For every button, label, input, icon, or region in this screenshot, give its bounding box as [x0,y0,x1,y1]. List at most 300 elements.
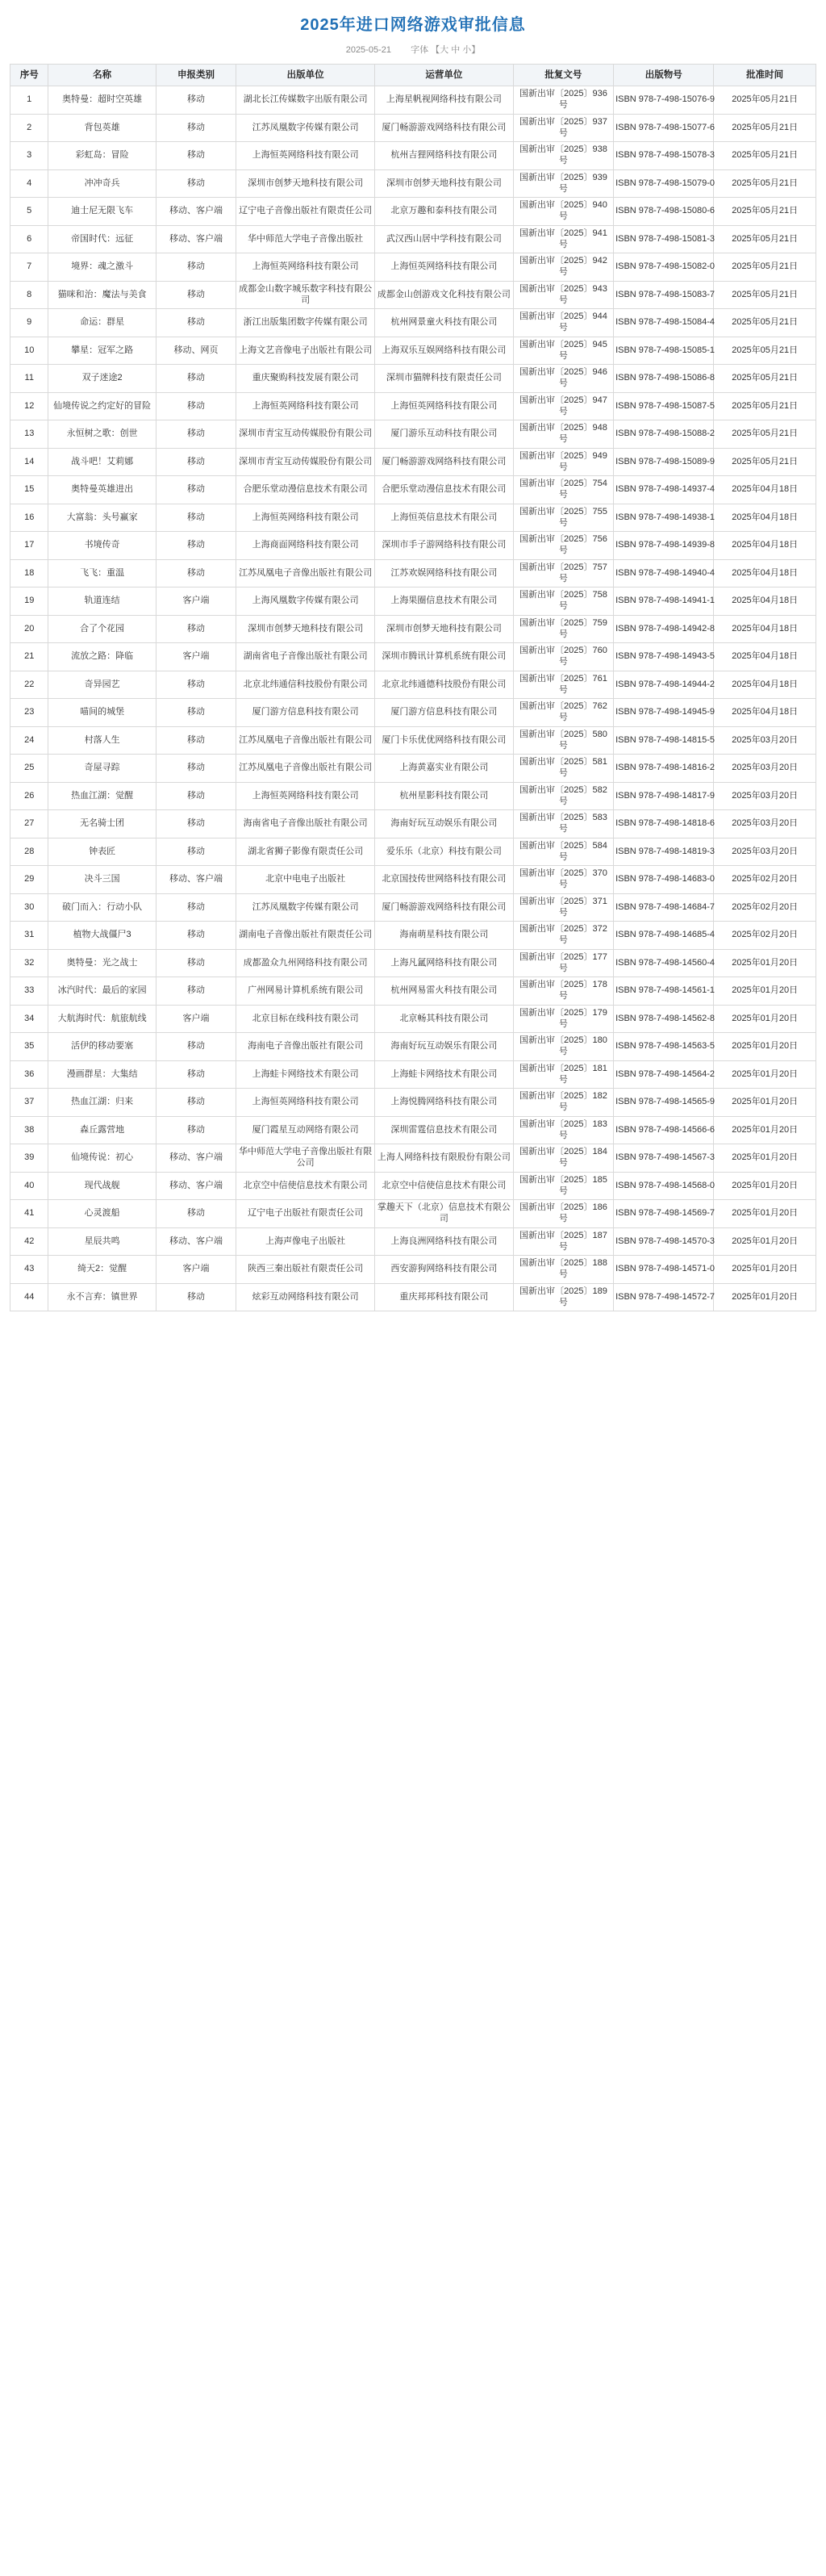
cell-approval-no: 国新出审〔2025〕180号 [513,1033,613,1061]
cell-category: 移动 [156,810,236,838]
cell-operator: 上海恒英网络科技有限公司 [375,392,514,420]
cell-approval-no: 国新出审〔2025〕942号 [513,253,613,282]
cell-index: 5 [10,198,48,226]
table-row [10,949,816,977]
cell-category: 移动 [156,253,236,282]
cell-date: 2025年05月21日 [714,198,816,226]
cell-index: 6 [10,225,48,253]
cell-approval-no: 国新出审〔2025〕936号 [513,86,613,115]
cell-operator: 上海双乐互娱网络科技有限公司 [375,337,514,365]
table-row [10,142,816,170]
cell-name: 合了个花园 [48,615,156,643]
cell-index: 18 [10,559,48,588]
cell-approval-no: 国新出审〔2025〕583号 [513,810,613,838]
cell-category: 移动 [156,365,236,393]
cell-isbn: ISBN 978-7-498-14945-9 [614,699,714,727]
cell-date: 2025年03月20日 [714,755,816,783]
cell-isbn: ISBN 978-7-498-14940-4 [614,559,714,588]
cell-category: 移动 [156,559,236,588]
cell-index: 13 [10,420,48,449]
cell-date: 2025年05月21日 [714,169,816,198]
table-row [10,1116,816,1144]
cell-date: 2025年03月20日 [714,782,816,810]
cell-publisher: 湖南电子音像出版社有限责任公司 [236,922,375,950]
cell-publisher: 合肥乐堂动漫信息技术有限公司 [236,476,375,504]
cell-isbn: ISBN 978-7-498-14937-4 [614,476,714,504]
cell-category: 客户端 [156,643,236,671]
cell-publisher: 上海恒英网络科技有限公司 [236,1089,375,1117]
cell-index: 4 [10,169,48,198]
cell-date: 2025年05月21日 [714,309,816,337]
cell-operator: 上海星帆视网络科技有限公司 [375,86,514,115]
cell-name: 猫咪和治：魔法与美食 [48,281,156,309]
page-meta [10,43,816,64]
cell-operator: 厦门游方信息科技有限公司 [375,699,514,727]
cell-index: 7 [10,253,48,282]
table-row [10,1089,816,1117]
cell-name: 星辰共鸣 [48,1227,156,1256]
cell-date: 2025年05月21日 [714,225,816,253]
table-row [10,699,816,727]
cell-isbn: ISBN 978-7-498-14817-9 [614,782,714,810]
cell-index: 38 [10,1116,48,1144]
cell-name: 无名骑士团 [48,810,156,838]
cell-category: 移动 [156,977,236,1006]
cell-category: 移动 [156,281,236,309]
cell-operator: 合肥乐堂动漫信息技术有限公司 [375,476,514,504]
cell-publisher: 深圳市创梦天地科技有限公司 [236,615,375,643]
cell-index: 22 [10,671,48,699]
cell-publisher: 北京北纬通信科技股份有限公司 [236,671,375,699]
cell-approval-no: 国新出审〔2025〕581号 [513,755,613,783]
cell-index: 11 [10,365,48,393]
cell-approval-no: 国新出审〔2025〕760号 [513,643,613,671]
cell-date: 2025年05月21日 [714,86,816,115]
table-row [10,615,816,643]
cell-index: 26 [10,782,48,810]
cell-name: 仙境传说之约定好的冒险 [48,392,156,420]
cell-name: 奥特曼英雄进出 [48,476,156,504]
cell-operator: 杭州星影科技有限公司 [375,782,514,810]
font-size-controls[interactable]: 【大 中 小】 [431,45,481,55]
publish-date: 2025-05-21 [345,45,391,55]
cell-isbn: ISBN 978-7-498-14819-3 [614,838,714,866]
cell-operator: 杭州网易雷火科技有限公司 [375,977,514,1006]
table-row [10,198,816,226]
cell-category: 移动、客户端 [156,866,236,894]
cell-approval-no: 国新出审〔2025〕941号 [513,225,613,253]
cell-date: 2025年05月21日 [714,420,816,449]
cell-name: 命运：群星 [48,309,156,337]
table-row [10,1172,816,1200]
cell-category: 移动、客户端 [156,1172,236,1200]
cell-isbn: ISBN 978-7-498-14938-1 [614,504,714,532]
cell-operator: 上海人网络科技有限股份有限公司 [375,1144,514,1173]
cell-publisher: 上海风凰数字传媒有限公司 [236,588,375,616]
table-row [10,755,816,783]
cell-date: 2025年02月20日 [714,893,816,922]
cell-operator: 上海良洲网络科技有限公司 [375,1227,514,1256]
cell-isbn: ISBN 978-7-498-14566-6 [614,1116,714,1144]
cell-category: 移动 [156,699,236,727]
table-row [10,1005,816,1033]
cell-index: 43 [10,1256,48,1284]
cell-name: 流放之路：降临 [48,643,156,671]
cell-approval-no: 国新出审〔2025〕755号 [513,504,613,532]
table-row [10,922,816,950]
cell-publisher: 浙江出版集团数字传媒有限公司 [236,309,375,337]
cell-name: 战斗吧！艾莉娜 [48,448,156,476]
col-operator: 运营单位 [375,65,514,86]
cell-publisher: 北京中电电子出版社 [236,866,375,894]
cell-operator: 上海凡氲网络科技有限公司 [375,949,514,977]
table-row [10,169,816,198]
cell-name: 决斗三国 [48,866,156,894]
col-category: 申报类别 [156,65,236,86]
cell-publisher: 上海声像电子出版社 [236,1227,375,1256]
table-row [10,420,816,449]
cell-index: 25 [10,755,48,783]
cell-date: 2025年04月18日 [714,615,816,643]
cell-category: 移动、客户端 [156,198,236,226]
cell-publisher: 上海蛙卡网络技术有限公司 [236,1060,375,1089]
table-row [10,977,816,1006]
cell-date: 2025年01月20日 [714,1060,816,1089]
cell-operator: 重庆邦邦科技有限公司 [375,1283,514,1311]
cell-name: 奥特曼：超时空英雄 [48,86,156,115]
cell-category: 移动、客户端 [156,1227,236,1256]
cell-index: 19 [10,588,48,616]
cell-operator: 深圳雷霆信息技术有限公司 [375,1116,514,1144]
cell-operator: 北京空中信使信息技术有限公司 [375,1172,514,1200]
table-row [10,866,816,894]
cell-operator: 北京北纬通德科技股份有限公司 [375,671,514,699]
table-row [10,1283,816,1311]
table-row [10,532,816,560]
table-row [10,114,816,142]
cell-index: 17 [10,532,48,560]
cell-category: 移动 [156,949,236,977]
cell-operator: 深圳市手子游网络科技有限公司 [375,532,514,560]
cell-category: 移动 [156,476,236,504]
cell-approval-no: 国新出审〔2025〕759号 [513,615,613,643]
cell-category: 移动、网页 [156,337,236,365]
table-row [10,1144,816,1173]
table-row [10,782,816,810]
cell-approval-no: 国新出审〔2025〕937号 [513,114,613,142]
table-row [10,1256,816,1284]
cell-operator: 深圳市腾讯计算机系统有限公司 [375,643,514,671]
cell-category: 移动 [156,1060,236,1089]
col-index: 序号 [10,65,48,86]
cell-isbn: ISBN 978-7-498-15087-5 [614,392,714,420]
cell-approval-no: 国新出审〔2025〕371号 [513,893,613,922]
col-publisher: 出版单位 [236,65,375,86]
cell-approval-no: 国新出审〔2025〕757号 [513,559,613,588]
cell-index: 33 [10,977,48,1006]
cell-isbn: ISBN 978-7-498-14816-2 [614,755,714,783]
cell-index: 36 [10,1060,48,1089]
cell-publisher: 海南电子音像出版社有限公司 [236,1033,375,1061]
cell-isbn: ISBN 978-7-498-15088-2 [614,420,714,449]
cell-date: 2025年01月20日 [714,1033,816,1061]
cell-operator: 西安游狗网络科技有限公司 [375,1256,514,1284]
cell-approval-no: 国新出审〔2025〕948号 [513,420,613,449]
cell-approval-no: 国新出审〔2025〕182号 [513,1089,613,1117]
cell-publisher: 江苏凤凰数字传媒有限公司 [236,114,375,142]
cell-date: 2025年01月20日 [714,1172,816,1200]
page-title: 2025年进口网络游戏审批信息 [300,16,526,34]
cell-index: 1 [10,86,48,115]
cell-category: 移动 [156,142,236,170]
cell-category: 移动 [156,504,236,532]
cell-approval-no: 国新出审〔2025〕181号 [513,1060,613,1089]
cell-index: 9 [10,309,48,337]
cell-index: 40 [10,1172,48,1200]
cell-approval-no: 国新出审〔2025〕188号 [513,1256,613,1284]
cell-approval-no: 国新出审〔2025〕758号 [513,588,613,616]
cell-name: 轨道连结 [48,588,156,616]
cell-operator: 海南好玩互动娱乐有限公司 [375,1033,514,1061]
cell-isbn: ISBN 978-7-498-14563-5 [614,1033,714,1061]
cell-date: 2025年04月18日 [714,532,816,560]
cell-publisher: 海南省电子音像出版社有限公司 [236,810,375,838]
cell-category: 移动 [156,86,236,115]
cell-publisher: 江苏凤凰电子音像出版社有限公司 [236,559,375,588]
table-row [10,588,816,616]
cell-operator: 上海恒英信息技术有限公司 [375,504,514,532]
cell-category: 移动、客户端 [156,225,236,253]
cell-name: 活伊的移动要塞 [48,1033,156,1061]
cell-operator: 上海果圈信息技术有限公司 [375,588,514,616]
cell-operator: 武汉西山居中学科技有限公司 [375,225,514,253]
table-row [10,309,816,337]
cell-category: 移动 [156,671,236,699]
cell-isbn: ISBN 978-7-498-14939-8 [614,532,714,560]
cell-date: 2025年01月20日 [714,1283,816,1311]
cell-date: 2025年05月21日 [714,142,816,170]
cell-isbn: ISBN 978-7-498-15086-8 [614,365,714,393]
cell-category: 移动 [156,726,236,755]
cell-operator: 上海恒英网络科技有限公司 [375,253,514,282]
cell-publisher: 华中师范大学电子音像出版社 [236,225,375,253]
cell-category: 客户端 [156,1256,236,1284]
cell-name: 热血江湖：归来 [48,1089,156,1117]
cell-date: 2025年05月21日 [714,114,816,142]
cell-operator: 北京国技传世网络科技有限公司 [375,866,514,894]
cell-isbn: ISBN 978-7-498-14815-5 [614,726,714,755]
cell-publisher: 重庆聚购科技发展有限公司 [236,365,375,393]
cell-operator: 深圳市猫牌科技有限责任公司 [375,365,514,393]
cell-approval-no: 国新出审〔2025〕949号 [513,448,613,476]
cell-operator: 杭州吉狸网络科技有限公司 [375,142,514,170]
cell-isbn: ISBN 978-7-498-15077-6 [614,114,714,142]
cell-publisher: 江苏凤凰数字传媒有限公司 [236,893,375,922]
cell-approval-no: 国新出审〔2025〕944号 [513,309,613,337]
cell-operator: 北京万趣和泰科技有限公司 [375,198,514,226]
cell-operator: 掌趣天下（北京）信息技术有限公司 [375,1200,514,1228]
table-row [10,559,816,588]
col-date: 批准时间 [714,65,816,86]
cell-name: 奇异园艺 [48,671,156,699]
cell-index: 15 [10,476,48,504]
cell-name: 绮天2：觉醒 [48,1256,156,1284]
table-row [10,225,816,253]
cell-approval-no: 国新出审〔2025〕372号 [513,922,613,950]
table-header-row [10,65,816,86]
cell-approval-no: 国新出审〔2025〕185号 [513,1172,613,1200]
cell-approval-no: 国新出审〔2025〕582号 [513,782,613,810]
cell-name: 仙境传说：初心 [48,1144,156,1173]
cell-isbn: ISBN 978-7-498-14562-8 [614,1005,714,1033]
cell-isbn: ISBN 978-7-498-14944-2 [614,671,714,699]
cell-approval-no: 国新出审〔2025〕939号 [513,169,613,198]
cell-publisher: 广州网易计算机系统有限公司 [236,977,375,1006]
cell-name: 村落人生 [48,726,156,755]
cell-index: 23 [10,699,48,727]
cell-operator: 海南萌星科技有限公司 [375,922,514,950]
cell-name: 植物大战僵尸3 [48,922,156,950]
cell-index: 32 [10,949,48,977]
cell-index: 20 [10,615,48,643]
cell-date: 2025年05月21日 [714,365,816,393]
cell-category: 客户端 [156,1005,236,1033]
table-row [10,365,816,393]
cell-publisher: 北京目标在线科技有限公司 [236,1005,375,1033]
cell-date: 2025年04月18日 [714,671,816,699]
cell-name: 攀星：冠军之路 [48,337,156,365]
cell-approval-no: 国新出审〔2025〕946号 [513,365,613,393]
table-row [10,893,816,922]
cell-publisher: 上海恒英网络科技有限公司 [236,142,375,170]
cell-category: 移动、客户端 [156,1144,236,1173]
cell-category: 移动 [156,1033,236,1061]
table-row [10,281,816,309]
cell-publisher: 华中师范大学电子音像出版社有限公司 [236,1144,375,1173]
cell-publisher: 深圳市青宝互动传媒股份有限公司 [236,448,375,476]
table-row [10,337,816,365]
cell-isbn: ISBN 978-7-498-14818-6 [614,810,714,838]
cell-category: 客户端 [156,588,236,616]
cell-name: 奥特曼：光之战士 [48,949,156,977]
cell-isbn: ISBN 978-7-498-14570-3 [614,1227,714,1256]
cell-date: 2025年03月20日 [714,838,816,866]
cell-category: 移动 [156,922,236,950]
cell-publisher: 上海恒英网络科技有限公司 [236,392,375,420]
cell-name: 飞飞：重温 [48,559,156,588]
cell-name: 书境传奇 [48,532,156,560]
cell-publisher: 上海恒英网络科技有限公司 [236,782,375,810]
cell-operator: 上海悦腾网络科技有限公司 [375,1089,514,1117]
cell-category: 移动 [156,1116,236,1144]
cell-date: 2025年04月18日 [714,559,816,588]
cell-name: 漫画群星：大集结 [48,1060,156,1089]
cell-publisher: 上海文艺音像电子出版社有限公司 [236,337,375,365]
table-row [10,643,816,671]
cell-date: 2025年01月20日 [714,1144,816,1173]
cell-publisher: 深圳市创梦天地科技有限公司 [236,169,375,198]
cell-name: 大航海时代：航旅航线 [48,1005,156,1033]
cell-date: 2025年01月20日 [714,1089,816,1117]
cell-operator: 厦门畅游游戏网络科技有限公司 [375,448,514,476]
cell-index: 12 [10,392,48,420]
cell-date: 2025年05月21日 [714,392,816,420]
cell-index: 37 [10,1089,48,1117]
cell-category: 移动 [156,309,236,337]
cell-isbn: ISBN 978-7-498-15083-7 [614,281,714,309]
cell-operator: 成都金山创游戏文化科技有限公司 [375,281,514,309]
cell-isbn: ISBN 978-7-498-15076-9 [614,86,714,115]
cell-date: 2025年03月20日 [714,810,816,838]
cell-operator: 上海黄嘉实业有限公司 [375,755,514,783]
cell-date: 2025年04月18日 [714,476,816,504]
cell-index: 30 [10,893,48,922]
cell-isbn: ISBN 978-7-498-14569-7 [614,1200,714,1228]
cell-date: 2025年05月21日 [714,448,816,476]
table-row [10,253,816,282]
cell-date: 2025年01月20日 [714,1256,816,1284]
cell-isbn: ISBN 978-7-498-15085-1 [614,337,714,365]
cell-isbn: ISBN 978-7-498-15079-0 [614,169,714,198]
cell-publisher: 上海恒英网络科技有限公司 [236,253,375,282]
cell-publisher: 湖北省狮子影像有限责任公司 [236,838,375,866]
cell-date: 2025年02月20日 [714,866,816,894]
cell-category: 移动 [156,114,236,142]
cell-approval-no: 国新出审〔2025〕184号 [513,1144,613,1173]
cell-publisher: 湖南省电子音像出版社有限公司 [236,643,375,671]
cell-index: 24 [10,726,48,755]
cell-isbn: ISBN 978-7-498-15078-3 [614,142,714,170]
cell-approval-no: 国新出审〔2025〕754号 [513,476,613,504]
cell-date: 2025年01月20日 [714,949,816,977]
cell-approval-no: 国新出审〔2025〕179号 [513,1005,613,1033]
cell-date: 2025年05月21日 [714,281,816,309]
cell-name: 迪士尼无限飞车 [48,198,156,226]
cell-publisher: 深圳市青宝互动传媒股份有限公司 [236,420,375,449]
cell-operator: 厦门畅游游戏网络科技有限公司 [375,893,514,922]
cell-index: 21 [10,643,48,671]
table-row [10,392,816,420]
cell-category: 移动 [156,893,236,922]
cell-isbn: ISBN 978-7-498-14572-7 [614,1283,714,1311]
cell-isbn: ISBN 978-7-498-14571-0 [614,1256,714,1284]
cell-category: 移动 [156,169,236,198]
approval-table [10,64,816,1311]
cell-date: 2025年05月21日 [714,337,816,365]
cell-isbn: ISBN 978-7-498-14941-1 [614,588,714,616]
cell-date: 2025年01月20日 [714,1005,816,1033]
cell-approval-no: 国新出审〔2025〕186号 [513,1200,613,1228]
cell-name: 彩虹岛：冒险 [48,142,156,170]
cell-isbn: ISBN 978-7-498-14942-8 [614,615,714,643]
cell-index: 16 [10,504,48,532]
cell-name: 冲冲奇兵 [48,169,156,198]
cell-index: 44 [10,1283,48,1311]
cell-date: 2025年04月18日 [714,588,816,616]
cell-publisher: 湖北长江传媒数字出版有限公司 [236,86,375,115]
cell-isbn: ISBN 978-7-498-14683-0 [614,866,714,894]
table-row [10,810,816,838]
cell-category: 移动 [156,1089,236,1117]
cell-name: 境界：魂之激斗 [48,253,156,282]
cell-isbn: ISBN 978-7-498-15081-3 [614,225,714,253]
cell-category: 移动 [156,420,236,449]
table-row [10,1227,816,1256]
cell-index: 39 [10,1144,48,1173]
cell-publisher: 上海商面网络科技有限公司 [236,532,375,560]
cell-operator: 爱乐乐（北京）科技有限公司 [375,838,514,866]
cell-publisher: 北京空中信使信息技术有限公司 [236,1172,375,1200]
